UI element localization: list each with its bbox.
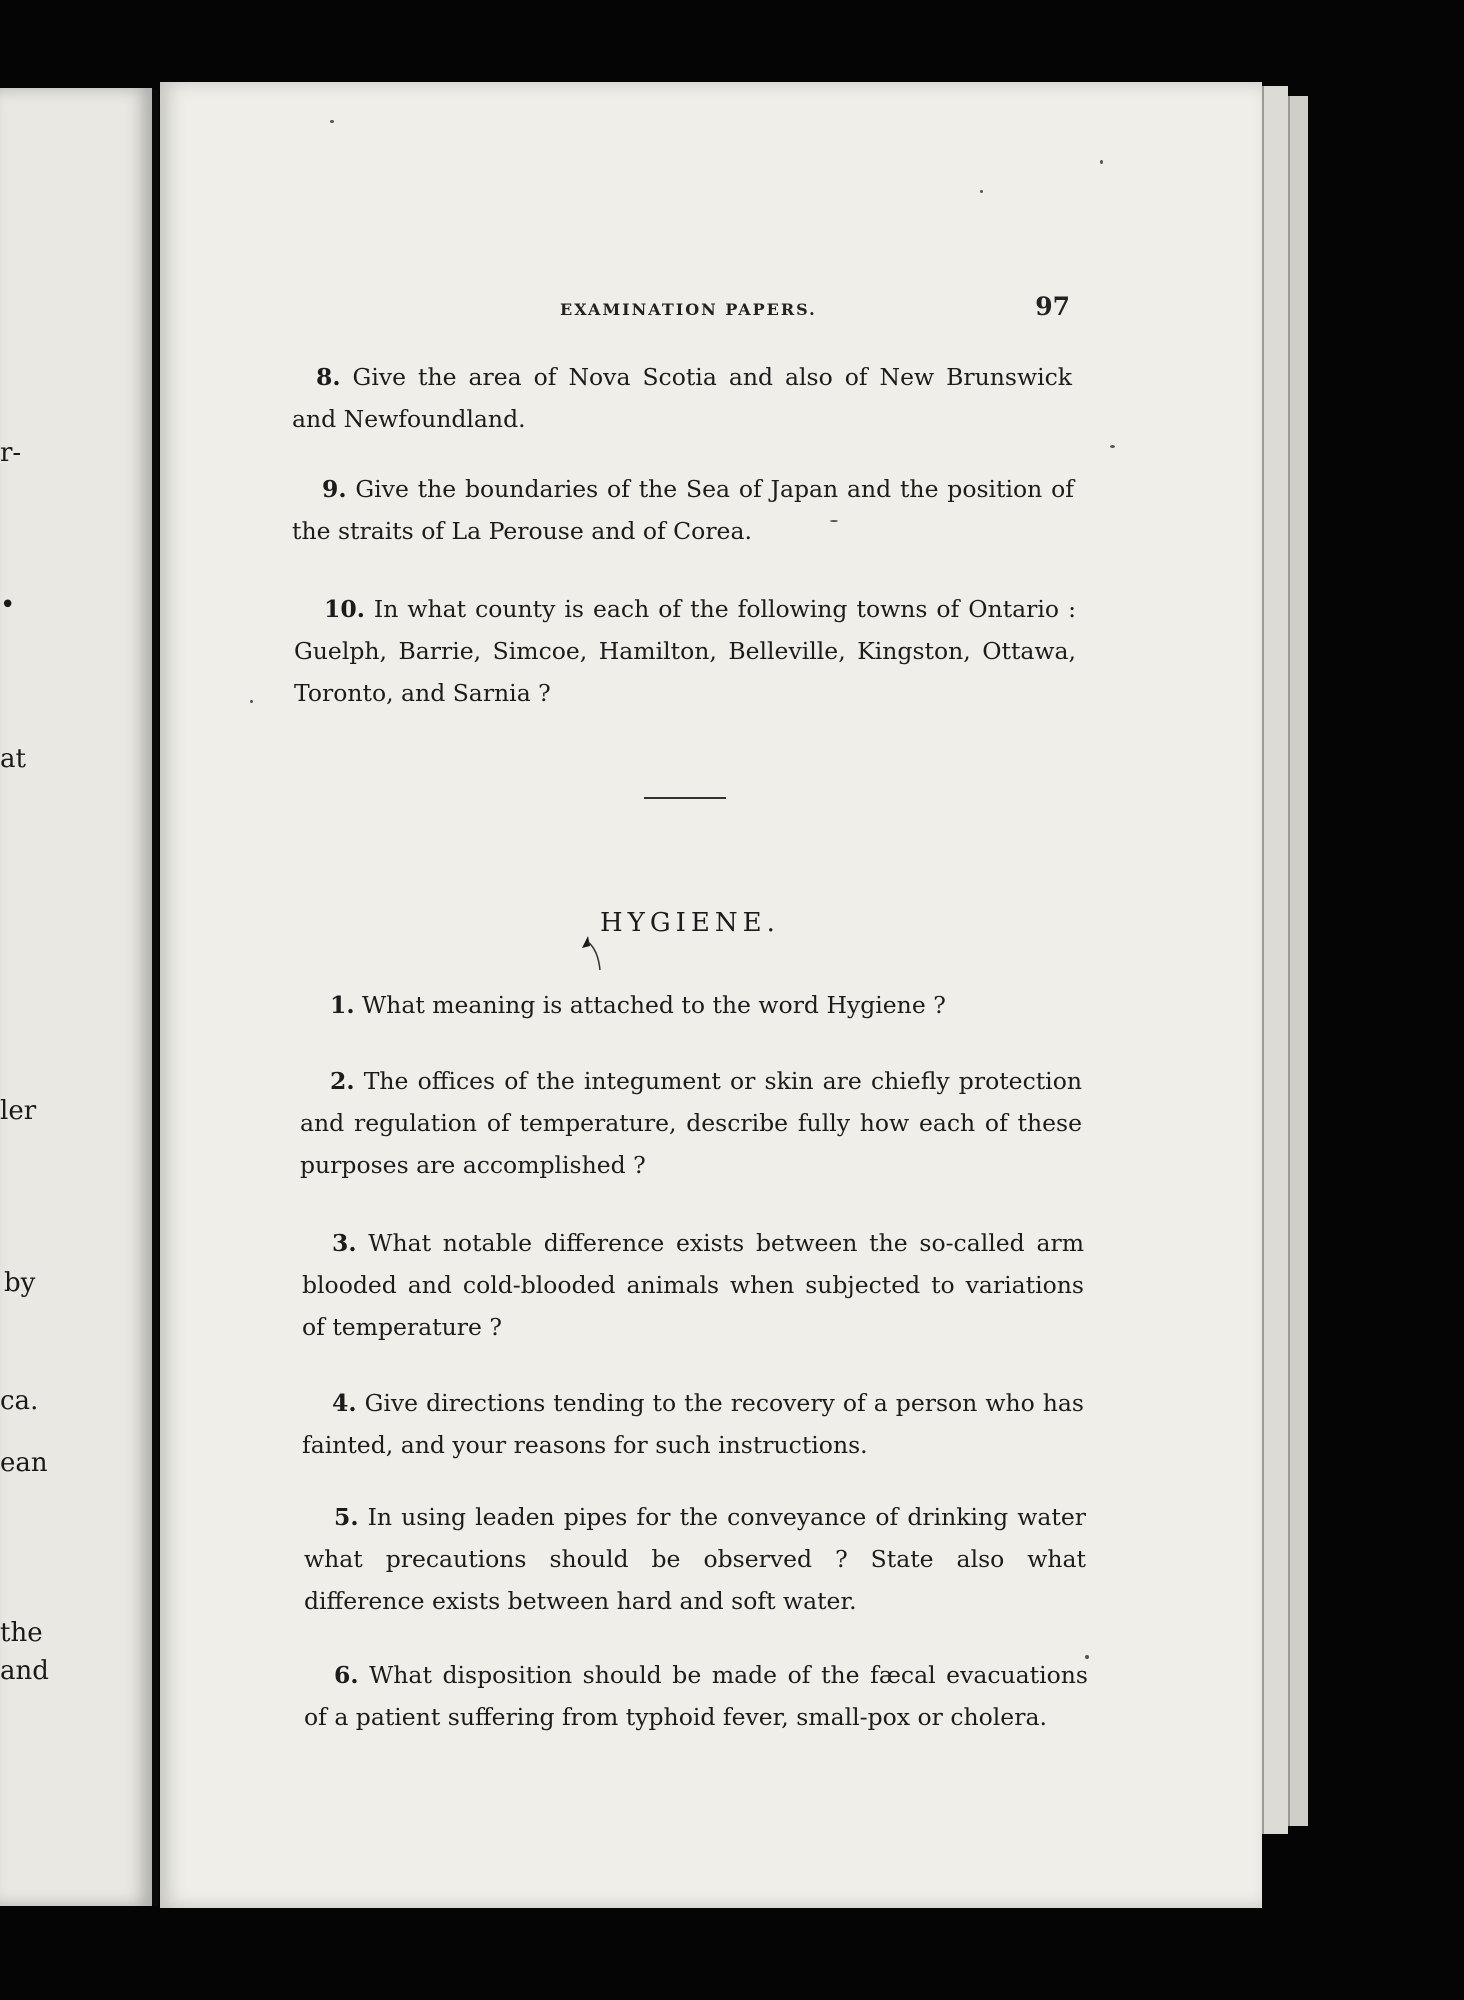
scan-speck [1100,160,1103,164]
question [292,468,1074,552]
question-text: Give the area of Nova Scotia and also of New Brunswick and Newfoundland. [292,363,1072,433]
question [292,356,1072,440]
facing-fragment: r- [0,438,22,468]
question-text: In what county is each of the following towns of Ontario : Guelph, Barrie, Simcoe, Hamilton, Belleville, Kingston, Ottawa, Toronto, and Sarnia ? [294,595,1076,707]
question-text: Give the boundaries of the Sea of Japan and the position of the straits of La Perouse and of Corea. [292,475,1074,545]
facing-fragment: at [0,744,26,774]
question [294,588,1076,714]
facing-fragment: • [0,590,16,620]
facing-fragment: ean [0,1448,48,1478]
question-text: Give directions tending to the recovery of a person who has fainted, and your reasons for such instructions. [302,1389,1084,1459]
question-number: 8. [316,363,341,391]
question [300,984,1080,1026]
question-text: The offices of the integument or skin are chiefly protection and regulation of temperature, describe fully how each of these purposes are accomplished ? [300,1067,1082,1179]
question-text: In using leaden pipes for the conveyance of drinking water what precautions should be observed ? State also what difference exists between hard and soft water. [304,1503,1086,1615]
page-edge [1288,96,1308,1826]
scan-speck [250,700,253,703]
facing-fragment: and [0,1656,49,1686]
facing-page [0,88,152,1906]
page-number: 97 [1035,292,1070,321]
scan-speck [1110,445,1115,448]
scan-speck [330,120,334,123]
question-text: What notable difference exists between the so-called arm blooded and cold-blooded animals when subjected to variations of temperature ? [302,1229,1084,1341]
question-number: 6. [334,1661,359,1689]
question-text: What meaning is attached to the word Hygiene ? [362,991,946,1019]
question-number: 2. [330,1067,355,1095]
question-number: 10. [324,595,365,623]
ink-mark-icon [576,930,616,974]
section-title: HYGIENE. [600,908,780,938]
facing-fragment: ca. [0,1386,39,1416]
book-gutter [152,90,158,1906]
question [304,1496,1086,1622]
question-number: 3. [332,1229,357,1257]
page-edge [1262,86,1288,1834]
question-number: 9. [322,475,347,503]
running-title: EXAMINATION PAPERS. [560,300,817,319]
question-number: 5. [334,1503,359,1531]
question-number: 4. [332,1389,357,1417]
facing-fragment: by [4,1268,36,1298]
question [300,1060,1082,1186]
scan-speck [980,190,983,193]
facing-fragment: ler [0,1096,37,1126]
question [302,1222,1084,1348]
question [302,1382,1084,1466]
question [304,1654,1088,1738]
facing-fragment: the [0,1618,43,1648]
question-number: 1. [330,991,355,1019]
question-text: What disposition should be made of the fæcal evacuations of a patient suffering from typhoid fever, small-pox or cholera. [304,1661,1088,1731]
section-divider [644,797,726,799]
